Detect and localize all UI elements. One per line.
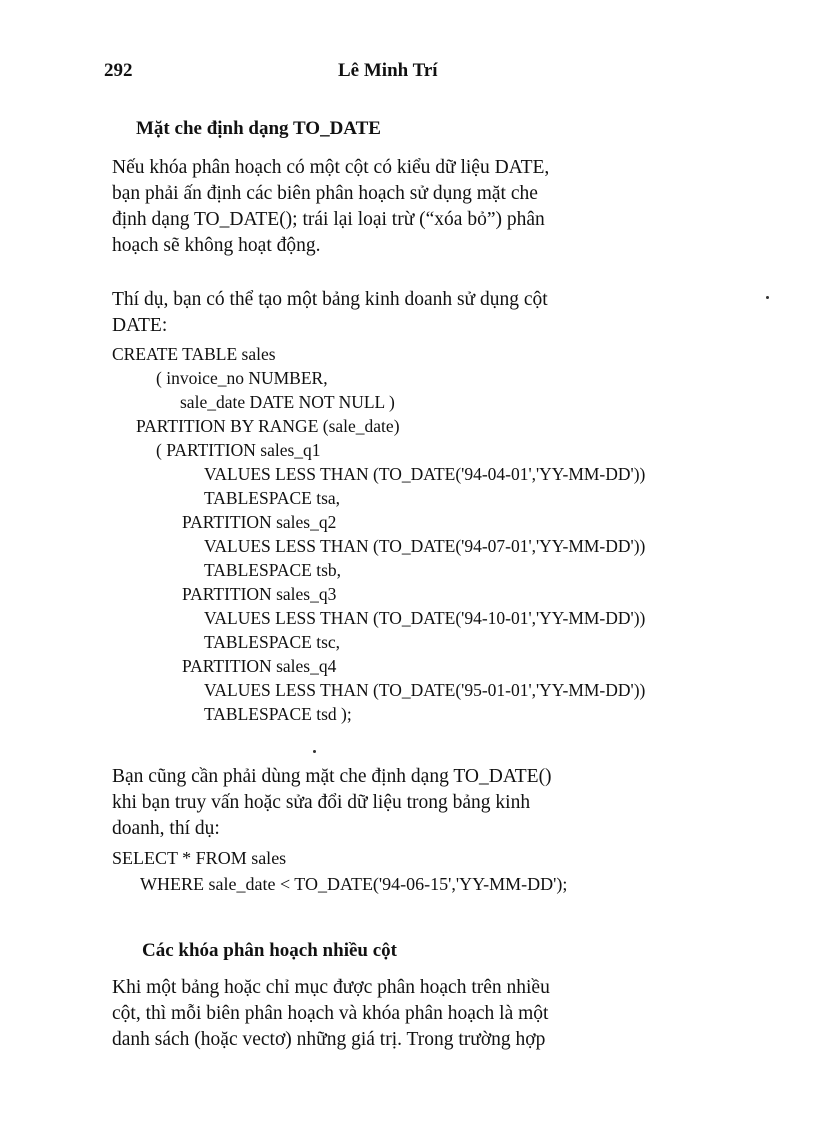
- text-line: hoạch sẽ không hoạt động.: [112, 235, 321, 256]
- code-line: ( PARTITION sales_q1: [156, 440, 321, 460]
- running-title: Lê Minh Trí: [338, 60, 438, 81]
- section-heading-multicolumn-keys: Các khóa phân hoạch nhiều cột: [142, 940, 397, 961]
- text-line: danh sách (hoặc vectơ) những giá trị. Trong trường hợp: [112, 1029, 546, 1050]
- code-line: CREATE TABLE sales: [112, 344, 276, 364]
- section-heading-to-date-mask: Mặt che định dạng TO_DATE: [136, 118, 381, 139]
- code-line: ( invoice_no NUMBER,: [156, 368, 328, 388]
- code-line: TABLESPACE tsc,: [204, 632, 341, 652]
- code-line: SELECT * FROM sales: [112, 848, 287, 868]
- page-number: 292: [104, 60, 133, 81]
- code-line: WHERE sale_date < TO_DATE('94-06-15','YY-MM-DD');: [140, 874, 568, 894]
- text-line: Thí dụ, bạn có thể tạo một bảng kinh doanh sử dụng cột: [112, 289, 548, 310]
- code-line: VALUES LESS THAN (TO_DATE('95-01-01','YY-MM-DD')): [204, 680, 646, 700]
- paragraph-example: [112, 287, 548, 339]
- paragraph-query: [112, 764, 552, 842]
- text-line: cột, thì mỗi biên phân hoạch và khóa phân hoạch là một: [112, 1003, 549, 1024]
- code-line: TABLESPACE tsb,: [204, 560, 342, 580]
- code-line: TABLESPACE tsd );: [204, 704, 352, 724]
- text-line: DATE:: [112, 315, 168, 336]
- paragraph-multicolumn: [112, 975, 550, 1053]
- code-line: PARTITION sales_q2: [182, 512, 337, 532]
- code-line: VALUES LESS THAN (TO_DATE('94-07-01','YY-MM-DD')): [204, 536, 646, 556]
- code-line: TABLESPACE tsa,: [204, 488, 341, 508]
- paragraph-intro: [112, 155, 549, 259]
- code-block-create-table: [112, 342, 646, 726]
- code-line: PARTITION sales_q3: [182, 584, 337, 604]
- text-line: Bạn cũng cần phải dùng mặt che định dạng TO_DATE(): [112, 766, 552, 787]
- code-line: PARTITION BY RANGE (sale_date): [136, 416, 400, 436]
- text-line: định dạng TO_DATE(); trái lại loại trừ (“xóa bỏ”) phân: [112, 209, 545, 230]
- code-line: VALUES LESS THAN (TO_DATE('94-10-01','YY-MM-DD')): [204, 608, 646, 628]
- text-line: doanh, thí dụ:: [112, 818, 220, 839]
- text-line: Nếu khóa phân hoạch có một cột có kiểu dữ liệu DATE,: [112, 157, 550, 178]
- print-speck: [313, 750, 316, 753]
- text-line: bạn phải ấn định các biên phân hoạch sử dụng mặt che: [112, 183, 538, 204]
- code-line: sale_date DATE NOT NULL ): [180, 392, 395, 412]
- code-block-select: [112, 845, 568, 897]
- text-line: khi bạn truy vấn hoặc sửa đổi dữ liệu trong bảng kinh: [112, 792, 531, 813]
- text-line: Khi một bảng hoặc chỉ mục được phân hoạch trên nhiều: [112, 977, 550, 998]
- code-line: VALUES LESS THAN (TO_DATE('94-04-01','YY-MM-DD')): [204, 464, 646, 484]
- code-line: PARTITION sales_q4: [182, 656, 337, 676]
- print-speck: [766, 296, 769, 299]
